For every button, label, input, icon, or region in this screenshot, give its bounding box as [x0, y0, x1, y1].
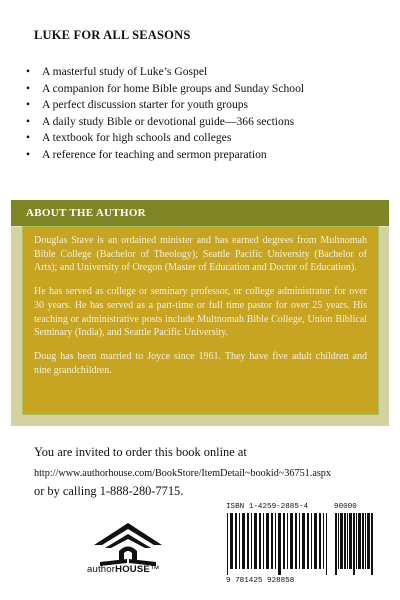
bullet-item — [24, 64, 384, 81]
publisher-name-prefix: author — [87, 564, 116, 575]
barcode-bar — [295, 513, 297, 569]
bullet-item — [24, 147, 384, 164]
bullet-text: A masterful study of Luke’s Gospel — [42, 65, 208, 78]
isbn-label: ISBN 1-4259-2885-4 — [226, 503, 309, 511]
publisher-name-suffix: HOUSE — [115, 564, 150, 575]
barcode-bar — [349, 513, 352, 569]
barcode-bar — [371, 513, 373, 575]
barcode-bar — [263, 513, 264, 569]
bullet-text: A companion for home Bible groups and Sunday School — [42, 81, 305, 95]
author-paragraph: He has served as college or seminary professor, or college administrator for over 30 years. He has served as a part-time or full time pastor for over 25 years. His teaching or administrative posts include Multnomah Bible College, Union Biblical Seminary (India), and Seattle Pacific University. — [34, 286, 367, 339]
barcode-bar — [335, 513, 337, 575]
order-phone: or by calling 1-888-280-7715. — [34, 484, 184, 498]
author-paragraph: Douglas Stave is an ordained minister and has earned degrees from Multnomah Bible College (Bachelor of Theology); Seattle Pacific University (Bachelor of Arts); and University of Oregon (Master of Education and Doctor of Education). — [34, 235, 367, 274]
barcode-bar — [266, 513, 269, 569]
barcode-bar — [362, 513, 364, 569]
bullet-list — [24, 64, 384, 164]
barcode-bar — [356, 513, 357, 569]
barcode-bar — [311, 513, 312, 569]
bullet-text: A reference for teaching and sermon preparation — [42, 147, 267, 161]
publisher-name — [87, 564, 160, 575]
barcode-bar — [365, 513, 366, 569]
bullet-icon: • — [26, 65, 31, 78]
barcode-bar — [340, 513, 343, 569]
barcode-bar — [344, 513, 346, 569]
bullet-item — [24, 81, 384, 98]
addon-barcode — [334, 513, 374, 575]
barcode-bar — [230, 513, 233, 569]
barcode-bar — [275, 513, 276, 569]
barcode-bar — [319, 513, 321, 569]
title: LUKE FOR ALL SEASONS — [34, 28, 191, 42]
barcode-bar — [353, 513, 355, 575]
bullet-item — [24, 130, 384, 147]
bullet-icon: • — [26, 114, 31, 128]
barcode-bar — [307, 513, 309, 569]
barcode-bar — [271, 513, 273, 569]
about-author-body — [22, 226, 379, 415]
barcode-bar — [254, 513, 257, 569]
ean-barcode — [226, 513, 328, 575]
barcode-bar — [314, 513, 317, 569]
about-author-heading: ABOUT THE AUTHOR — [26, 207, 146, 219]
barcode-bar — [338, 513, 339, 569]
bullet-icon: • — [26, 147, 31, 161]
barcode-block — [226, 503, 376, 589]
author-paragraph: Doug has been married to Joyce since 1961. They have five adult children and nine grandchildren. — [34, 350, 367, 376]
bullet-text: A perfect discussion starter for youth groups — [42, 98, 249, 112]
barcode-addon-digits: 90000 — [334, 503, 357, 511]
barcode-bar — [227, 513, 228, 575]
order-url-link[interactable]: http://www.authorhouse.com/BookStore/ItemDetail~bookid~36751.aspx — [34, 468, 331, 479]
bullet-text: A daily study Bible or devotional guide—366 sections — [42, 114, 295, 128]
order-invitation: You are invited to order this book online at — [34, 445, 247, 459]
barcode-bar — [251, 513, 252, 569]
bullet-item — [24, 114, 384, 131]
barcode-bar — [278, 513, 281, 575]
about-author-header — [11, 200, 389, 227]
barcode-bar — [326, 513, 327, 575]
barcode-bar — [323, 513, 324, 569]
barcode-bar — [287, 513, 288, 569]
barcode-bar — [242, 513, 245, 569]
bullet-icon: • — [26, 81, 31, 95]
bullet-icon: • — [26, 131, 31, 145]
bullet-text: A textbook for high schools and colleges — [42, 131, 232, 145]
bullet-icon: • — [26, 98, 31, 112]
barcode-bar — [235, 513, 237, 569]
barcode-bar — [367, 513, 370, 569]
barcode-bar — [347, 513, 348, 569]
barcode-bar — [290, 513, 293, 569]
barcode-bar — [302, 513, 305, 569]
bullet-item — [24, 97, 384, 114]
barcode-bar — [283, 513, 285, 569]
ean-digits: 9 781425 928858 — [226, 577, 295, 585]
publisher-trademark: ™ — [149, 564, 160, 575]
barcode-bar — [239, 513, 240, 569]
barcode-bar — [259, 513, 261, 569]
barcode-bar — [247, 513, 249, 569]
barcode-bar — [358, 513, 361, 569]
barcode-bar — [299, 513, 300, 569]
about-author-box — [11, 200, 389, 426]
